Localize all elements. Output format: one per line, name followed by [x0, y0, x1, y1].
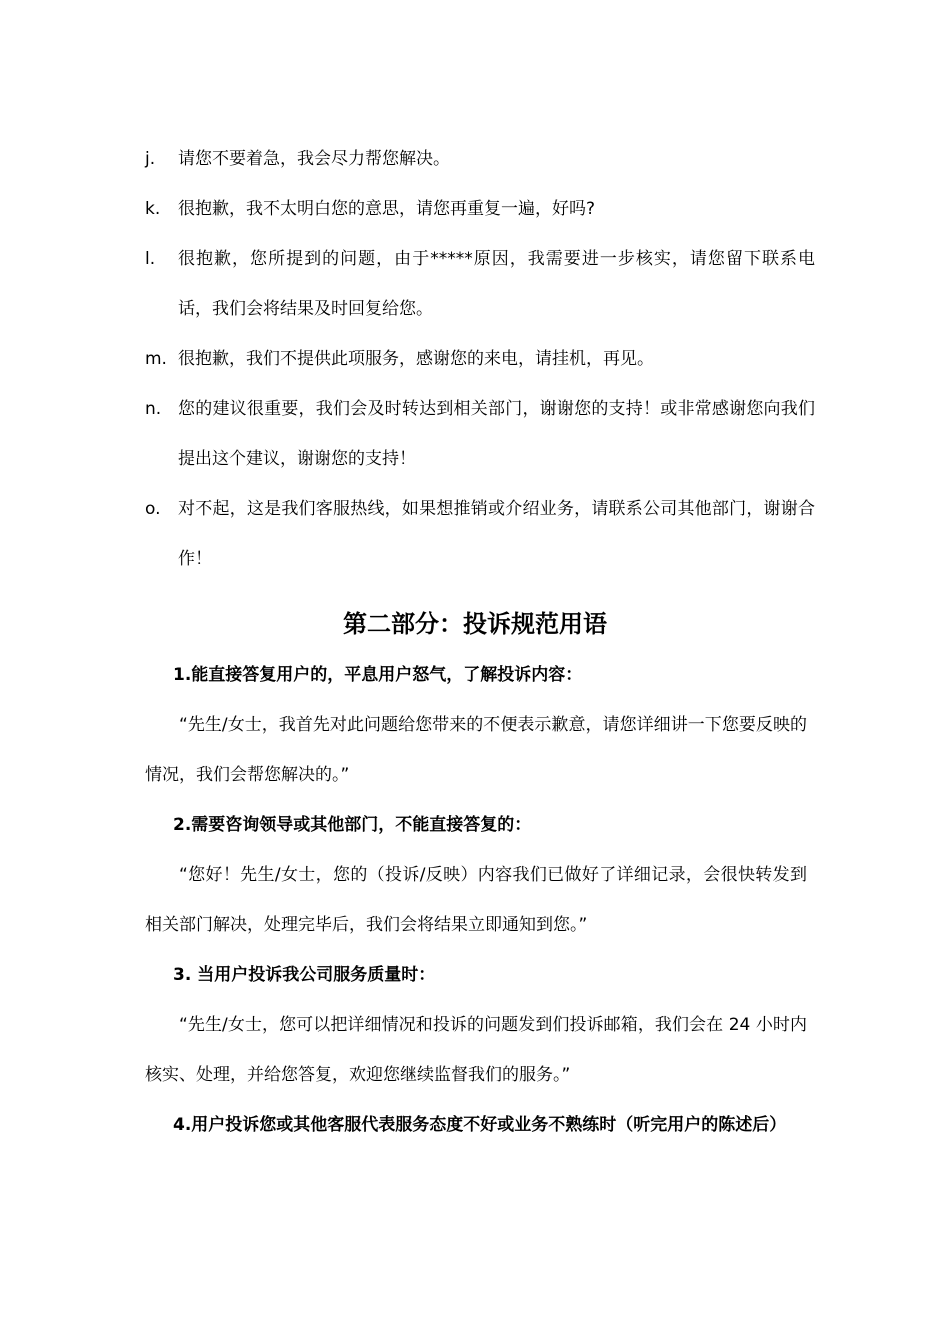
list-item — [145, 184, 815, 234]
block-heading: 4.用户投诉您或其他客服代表服务态度不好或业务不熟练时（听完用户的陈述后） — [173, 1115, 787, 1135]
block-heading: 2.需要咨询领导或其他部门，不能直接答复的： — [173, 815, 532, 835]
list-item-text: 很抱歉，我们不提供此项服务，感谢您的来电，请挂机，再见。 — [178, 349, 654, 369]
list-item — [145, 384, 815, 484]
list-marker: k. — [145, 199, 161, 219]
block-paragraph: “先生/女士，我首先对此问题给您带来的不便表示歉意，请您详细讲一下您要反映的情况，我们会帮您解决的。” — [145, 715, 807, 785]
list-item-text: 很抱歉，您所提到的问题，由于*****原因，我需要进一步核实，请您留下联系电话，我们会将结果及时回复给您。 — [178, 249, 815, 319]
list-item-text: 很抱歉，我不太明白您的意思，请您再重复一遍，好吗? — [178, 199, 596, 219]
block-paragraph: “您好！先生/女士，您的（投诉/反映）内容我们已做好了详细记录，会很快转发到相关部门解决，处理完毕后，我们会将结果立即通知到您。” — [145, 865, 807, 935]
list-item — [145, 234, 815, 334]
list-marker: j. — [145, 149, 156, 169]
section-body — [145, 650, 807, 1150]
block-heading: 3. 当用户投诉我公司服务质量时： — [173, 965, 436, 985]
block-heading: 1.能直接答复用户的，平息用户怒气，了解投诉内容： — [173, 665, 583, 685]
list-item-text: 您的建议很重要，我们会及时转达到相关部门，谢谢您的支持！或非常感谢您向我们提出这个建议，谢谢您的支持！ — [178, 399, 815, 469]
list-item — [145, 134, 815, 184]
list-marker: o. — [145, 499, 161, 519]
list-marker: n. — [145, 399, 162, 419]
phrase-list — [145, 134, 815, 584]
list-item-text: 对不起，这是我们客服热线，如果想推销或介绍业务，请联系公司其他部门，谢谢合作！ — [178, 499, 815, 569]
list-item-text: 请您不要着急，我会尽力帮您解决。 — [178, 149, 450, 169]
list-item — [145, 484, 815, 584]
list-item — [145, 334, 815, 384]
section-title: 第二部分：投诉规范用语 — [343, 610, 607, 638]
list-marker: m. — [145, 349, 167, 369]
list-marker: l. — [145, 249, 156, 269]
block-paragraph: “先生/女士，您可以把详细情况和投诉的问题发到们投诉邮箱，我们会在 24 小时内核实、处理，并给您答复，欢迎您继续监督我们的服务。” — [145, 1015, 807, 1085]
